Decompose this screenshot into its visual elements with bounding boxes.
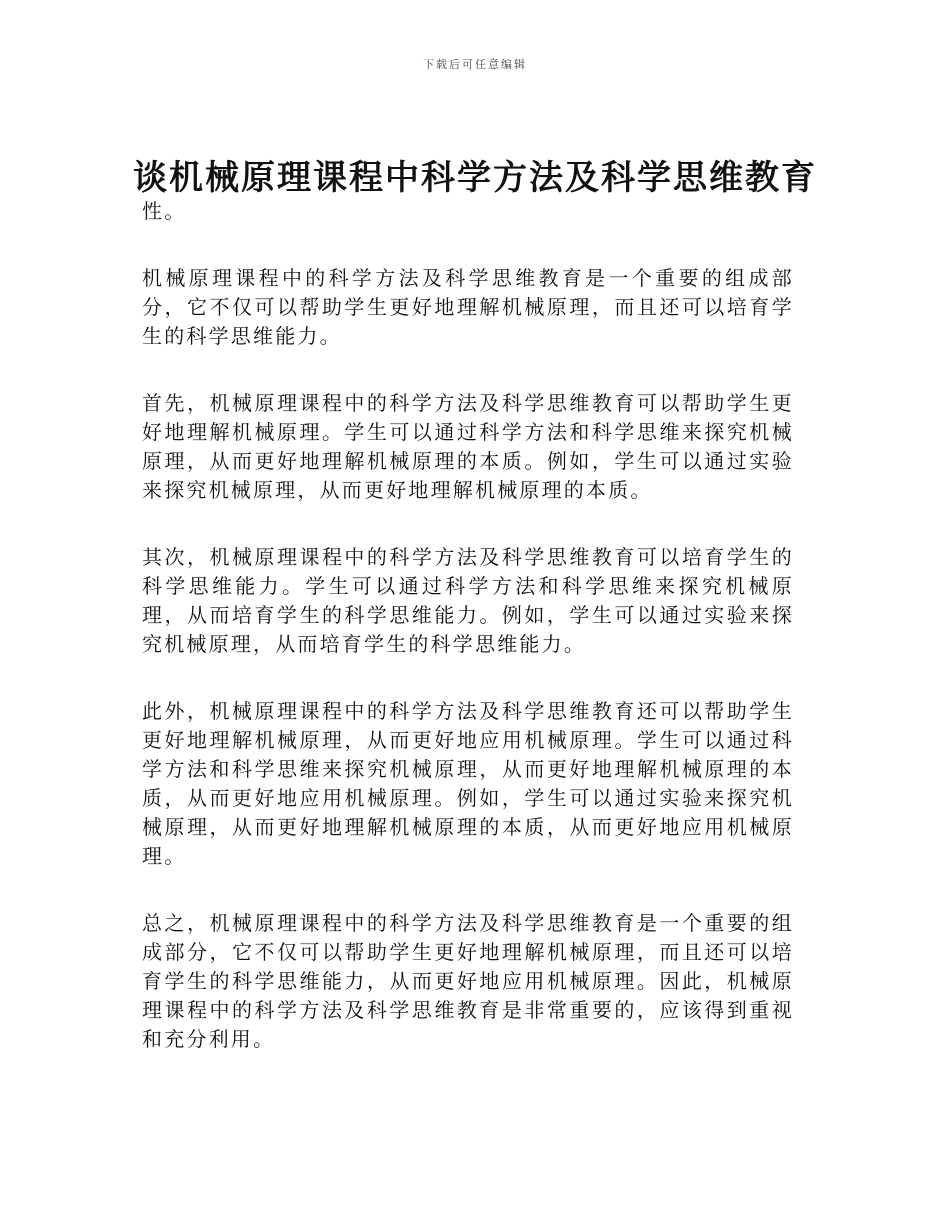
document-body xyxy=(142,197,794,1092)
header-note: 下载后可任意编辑 xyxy=(423,58,527,71)
paragraph-second: 其次，机械原理课程中的科学方法及科学思维教育可以培育学生的科学思维能力。学生可以通过科学方法和科学思维来探究机械原理，从而培育学生的科学思维能力。例如，学生可以通过实验来探究机械原理，从而培育学生的科学思维能力。 xyxy=(142,545,794,656)
document-title: 谈机械原理课程中科学方法及科学思维教育 xyxy=(133,158,817,198)
paragraph-additionally: 此外，机械原理课程中的科学方法及科学思维教育还可以帮助学生更好地理解机械原理，从而更好地应用机械原理。学生可以通过科学方法和科学思维来探究机械原理，从而更好地理解机械原理的本质，从而更好地应用机械原理。例如，学生可以通过实验来探究机械原理，从而更好地理解机械原理的本质，从而更好地应用机械原理。 xyxy=(142,699,794,868)
paragraph-conclusion: 总之，机械原理课程中的科学方法及科学思维教育是一个重要的组成部分，它不仅可以帮助学生更好地理解机械原理，而且还可以培育学生的科学思维能力，从而更好地应用机械原理。因此，机械原理课程中的科学方法及科学思维教育是非常重要的，应该得到重视和充分利用。 xyxy=(142,911,794,1051)
paragraph-intro: 机械原理课程中的科学方法及科学思维教育是一个重要的组成部分，它不仅可以帮助学生更好地理解机械原理，而且还可以培育学生的科学思维能力。 xyxy=(142,266,794,348)
paragraph-first: 首先，机械原理课程中的科学方法及科学思维教育可以帮助学生更好地理解机械原理。学生可以通过科学方法和科学思维来探究机械原理，从而更好地理解机械原理的本质。例如，学生可以通过实验来探究机械原理，从而更好地理解机械原理的本质。 xyxy=(142,391,794,502)
paragraph-fragment: 性。 xyxy=(142,199,187,223)
